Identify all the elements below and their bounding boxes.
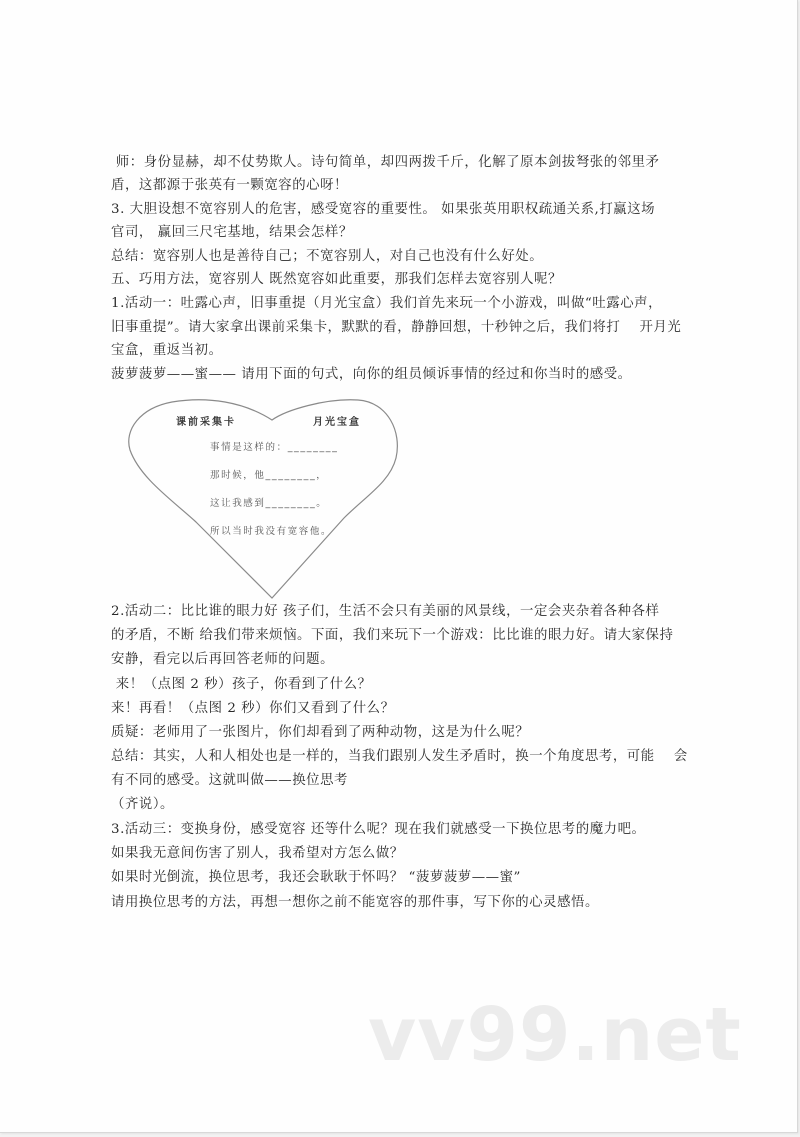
paragraph-line: 请用换位思考的方法，再想一想你之前不能宽容的那件事，写下你的心灵感悟。 xyxy=(111,895,599,910)
paragraph-line: 质疑：老师用了一张图片，你们却看到了两种动物，这是为什么呢？ xyxy=(111,725,530,740)
paragraph-line: 的矛盾，不断 给我们带来烦恼。下面，我们来玩下一个游戏：比比谁的眼力好。请大家保持 xyxy=(111,628,674,643)
paragraph-line: 菠萝菠萝——蜜—— 请用下面的句式，向你的组员倾诉事情的经过和你当时的感受。 xyxy=(111,367,632,382)
paragraph-line: 1.活动一：吐露心声，旧事重提（月光宝盒）我们首先来玩一个小游戏，叫做“吐露心声， xyxy=(111,296,663,311)
paragraph-line: 如果时光倒流，换位思考，我还会耿耿于怀吗？ “菠萝菠萝——蜜” xyxy=(111,870,521,885)
heart-line-1: 事情是这样的：________ xyxy=(210,442,339,453)
paragraph-line: 宝盒，重返当初。 xyxy=(111,343,223,358)
paragraph-line: 总结：宽容别人也是善待自己；不宽容别人，对自己也没有什么好处。 xyxy=(111,249,544,264)
paragraph-line: 来！再看！（点图 2 秒）你们又看到了什么？ xyxy=(111,701,395,716)
paragraph-line: 2.活动二：比比谁的眼力好 孩子们，生活不会只有美丽的风景线，一定会夹杂着各种各样 xyxy=(111,604,660,619)
paragraph-line: 如果我无意间伤害了别人，我希望对方怎么做？ xyxy=(111,846,404,861)
paragraph-line: 安静，看完以后再回答老师的问题。 xyxy=(111,652,335,667)
paragraph-line: 旧事重提”。请大家拿出课前采集卡，默默的看，静静回想，十秒钟之后，我们将打 开月光 xyxy=(111,320,682,335)
heart-line-2: 那时候，他________， xyxy=(210,470,328,481)
paragraph-line: 有不同的感受。这就叫做——换位思考 xyxy=(111,773,348,788)
heart-card xyxy=(126,396,402,602)
paragraph-line: 3. 大胆设想不宽容别人的危害，感受宽容的重要性。 如果张英用职权疏通关系,打赢这场 xyxy=(111,202,656,217)
paragraph-line: 总结：其实，人和人相处也是一样的，当我们跟别人发生矛盾时，换一个角度思考，可能 会 xyxy=(111,749,688,764)
paragraph-line: 来！（点图 2 秒）孩子，你看到了什么？ xyxy=(111,677,372,692)
heart-left-title: 课前采集卡 xyxy=(176,417,236,428)
paragraph-line: 官司， 赢回三尺宅基地，结果会怎样？ xyxy=(111,225,353,240)
heart-line-4: 所以当时我没有宽容他。 xyxy=(210,526,333,537)
paragraph-line: 师：身份显赫，却不仗势欺人。诗句简单，却四两拨千斤，化解了原本剑拔弩张的邻里矛 xyxy=(111,155,660,170)
paragraph-line: （齐说）。 xyxy=(111,797,175,812)
watermark: vv99.net xyxy=(368,992,742,1078)
paragraph-line: 五、巧用方法，宽容别人 既然宽容如此重要，那我们怎样去宽容别人呢？ xyxy=(111,272,562,287)
heart-right-title: 月光宝盒 xyxy=(313,417,361,428)
paragraph-line: 盾，这都源于张英有一颗宽容的心呀！ xyxy=(111,178,348,193)
paragraph-line: 3.活动三：变换身份，感受宽容 还等什么呢？现在我们就感受一下换位思考的魔力吧。 xyxy=(111,822,646,837)
heart-line-3: 这让我感到________。 xyxy=(210,498,328,509)
